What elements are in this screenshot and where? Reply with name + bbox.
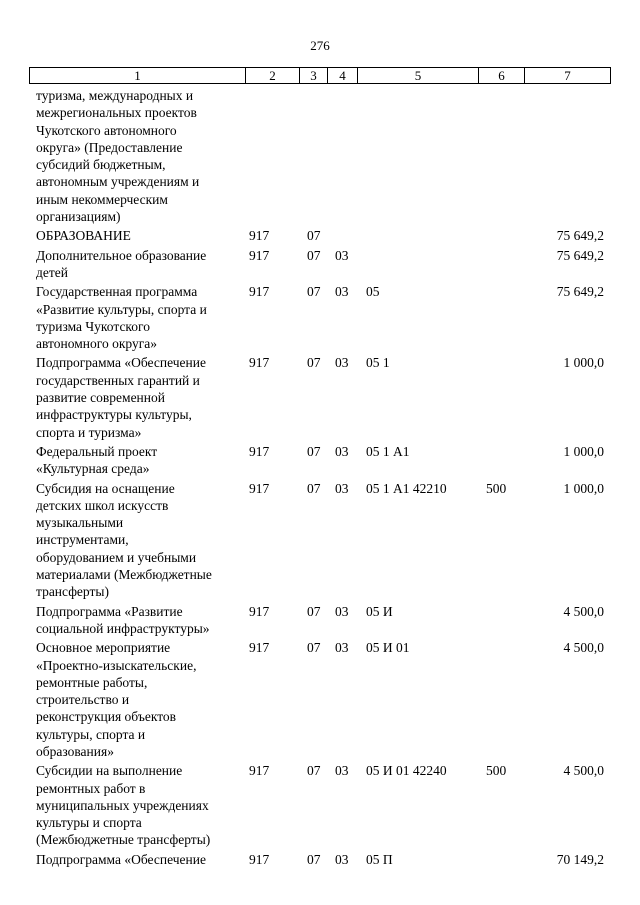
row-grbs: 917 [249, 480, 270, 496]
table-row [0, 762, 640, 848]
row-grbs: 917 [249, 355, 270, 371]
row-amount: 75 649,2 [556, 247, 604, 263]
row-amount: 1 000,0 [563, 355, 604, 371]
row-csr: 05 [366, 284, 380, 300]
row-amount: 70 149,2 [556, 851, 604, 867]
row-subsection: 03 [335, 603, 349, 619]
row-amount: 4 500,0 [563, 603, 604, 619]
row-name: Субсидия на оснащение детских школ искусств музыкальными инструментами, оборудованием и учебными материалами (Межбюджетные трансферты) [36, 480, 212, 600]
table-row [0, 227, 640, 244]
row-subsection: 03 [335, 247, 349, 263]
row-csr: 05 1 А1 42210 [366, 480, 447, 496]
row-name: Дополнительное образование детей [36, 247, 207, 280]
row-section: 07 [307, 763, 321, 779]
row-subsection: 03 [335, 355, 349, 371]
header-col-2: 2 [246, 68, 300, 83]
table-body [0, 87, 640, 870]
table-row [0, 443, 640, 478]
row-amount: 75 649,2 [556, 284, 604, 300]
row-vr: 500 [486, 763, 507, 779]
row-amount: 1 000,0 [563, 480, 604, 496]
row-section: 07 [307, 851, 321, 867]
row-section: 07 [307, 603, 321, 619]
row-grbs: 917 [249, 763, 270, 779]
row-grbs: 917 [249, 247, 270, 263]
row-subsection: 03 [335, 480, 349, 496]
row-grbs: 917 [249, 284, 270, 300]
row-amount: 75 649,2 [556, 228, 604, 244]
header-col-3: 3 [300, 68, 328, 83]
table-row [0, 603, 640, 638]
row-grbs: 917 [249, 228, 270, 244]
row-amount: 1 000,0 [563, 443, 604, 459]
row-csr: 05 1 А1 [366, 443, 410, 459]
table-header [29, 67, 611, 84]
row-subsection: 03 [335, 851, 349, 867]
row-csr: 05 И [366, 603, 393, 619]
row-name: Государственная программа «Развитие культуры, спорта и туризма Чукотского автономного округа» [36, 284, 207, 352]
header-col-4: 4 [328, 68, 358, 83]
table-row [0, 87, 640, 225]
row-subsection: 03 [335, 640, 349, 656]
table-row [0, 247, 640, 282]
row-csr: 05 И 01 [366, 640, 410, 656]
row-csr: 05 П [366, 851, 393, 867]
row-amount: 4 500,0 [563, 640, 604, 656]
header-col-1: 1 [30, 68, 246, 83]
row-name: туризма, международных и межрегиональных проектов Чукотского автономного округа» (Предоставление субсидий бюджетным, автономным учреждениям и иным некоммерческим организациям) [36, 88, 200, 225]
row-section: 07 [307, 228, 321, 244]
header-col-6: 6 [479, 68, 525, 83]
table-row [0, 354, 640, 440]
row-name: Основное мероприятие «Проектно-изыскательские, ремонтные работы, строительство и реконструкция объектов культуры, спорта и образования» [36, 640, 197, 759]
row-name: Федеральный проект «Культурная среда» [36, 443, 158, 477]
table-row [0, 283, 640, 352]
row-name: Подпрограмма «Обеспечение государственных гарантий и развитие современной инфраструктуры культуры, спорта и туризма» [36, 355, 206, 440]
row-grbs: 917 [249, 603, 270, 619]
row-name: Подпрограмма «Обеспечение [36, 851, 206, 867]
row-grbs: 917 [249, 851, 270, 867]
row-grbs: 917 [249, 443, 270, 459]
row-csr: 05 1 [366, 355, 390, 371]
header-col-7: 7 [564, 68, 571, 83]
row-subsection: 03 [335, 443, 349, 459]
row-section: 07 [307, 640, 321, 656]
header-col-5: 5 [358, 68, 479, 83]
row-grbs: 917 [249, 640, 270, 656]
row-section: 07 [307, 480, 321, 496]
row-section: 07 [307, 247, 321, 263]
row-csr: 05 И 01 42240 [366, 763, 447, 779]
row-subsection: 03 [335, 284, 349, 300]
row-subsection: 03 [335, 763, 349, 779]
table-row [0, 851, 640, 868]
page-number: 276 [310, 38, 330, 53]
row-section: 07 [307, 443, 321, 459]
table-row [0, 480, 640, 601]
row-amount: 4 500,0 [563, 763, 604, 779]
row-name: ОБРАЗОВАНИЕ [36, 228, 131, 244]
row-section: 07 [307, 355, 321, 371]
row-section: 07 [307, 284, 321, 300]
table-row [0, 639, 640, 760]
row-name: Подпрограмма «Развитие социальной инфраструктуры» [36, 603, 210, 636]
row-vr: 500 [486, 480, 507, 496]
row-name: Субсидии на выполнение ремонтных работ в муниципальных учреждениях культуры и спорта (Межбюджетные трансферты) [36, 763, 211, 848]
